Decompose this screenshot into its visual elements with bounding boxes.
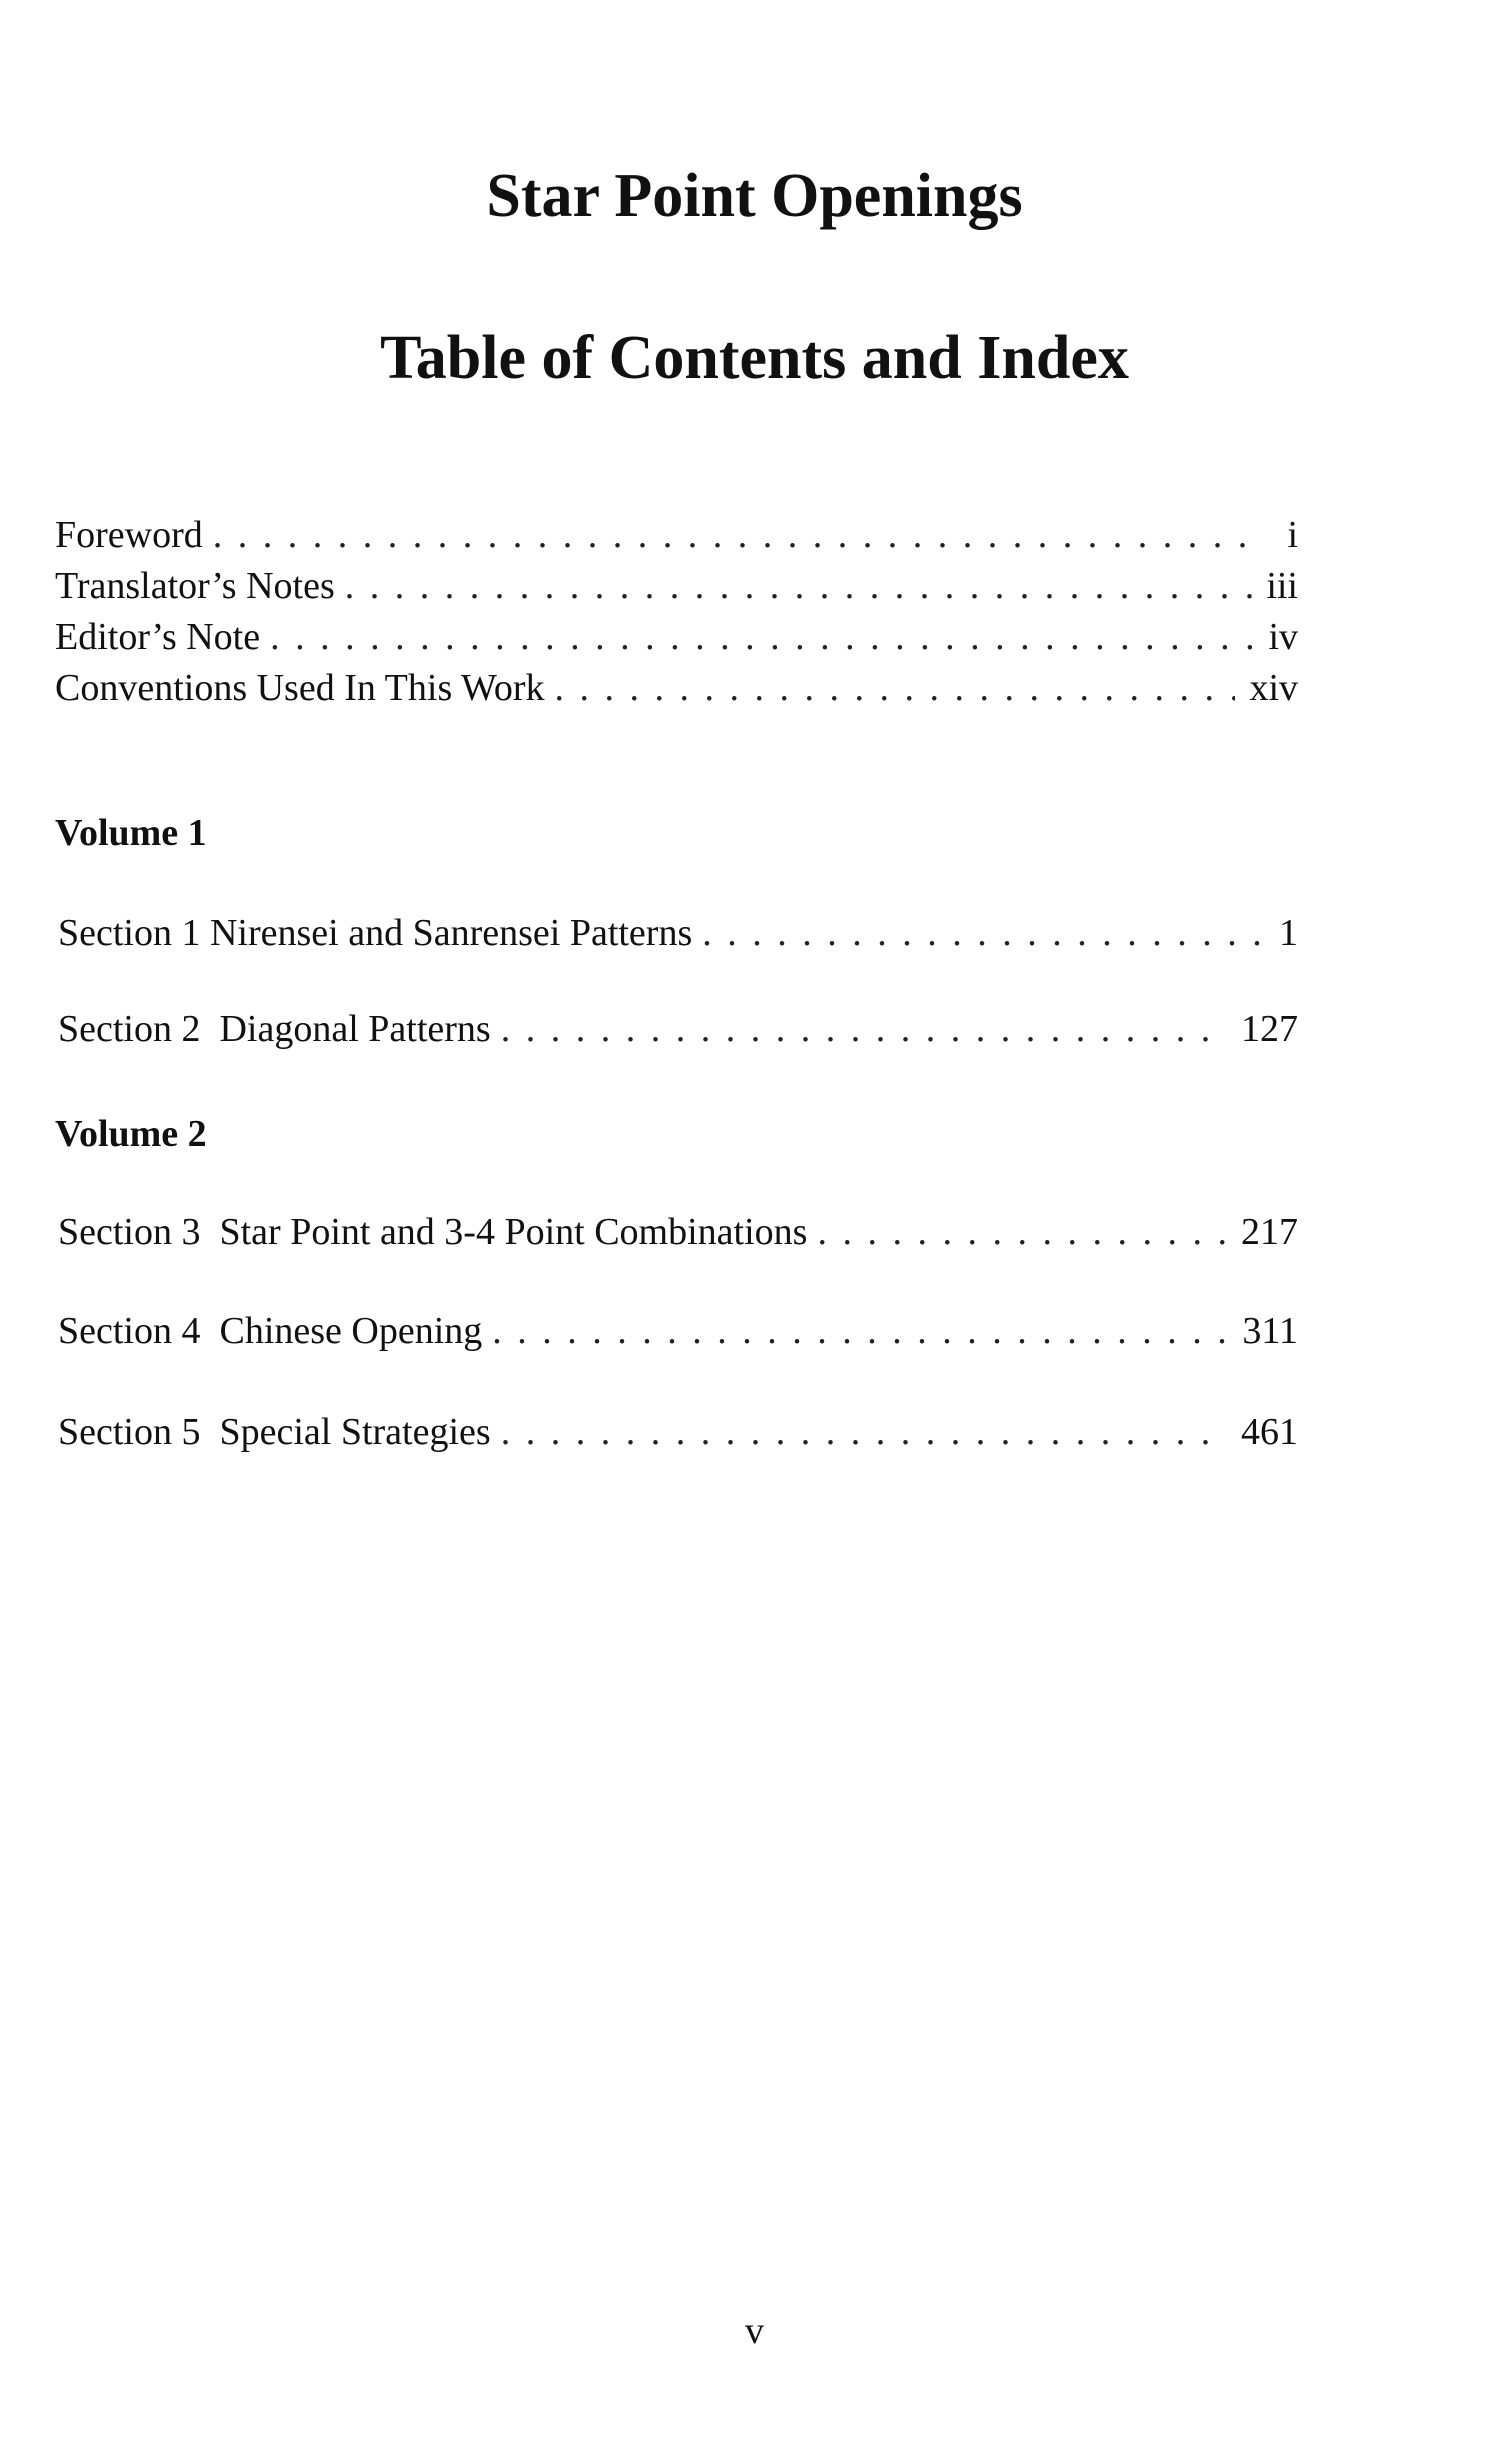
toc-row	[58, 1306, 1298, 1357]
toc-entry-editors-note	[55, 612, 1298, 663]
toc-entry-conventions	[55, 663, 1298, 714]
toc-entry-page: 1	[1279, 912, 1298, 954]
toc-row	[58, 1407, 1298, 1458]
toc-entry-page: iv	[1268, 616, 1298, 658]
toc-entry-label: Foreword	[55, 514, 203, 556]
toc-entry-page: 461	[1241, 1411, 1298, 1453]
toc-entry-page: 127	[1241, 1008, 1298, 1050]
toc-entry-section-3	[58, 1207, 1298, 1258]
page-subtitle: Table of Contents and Index	[380, 324, 1129, 392]
toc-entry-translators-notes	[55, 561, 1298, 612]
dot-leader	[345, 561, 1253, 612]
toc-row	[58, 1207, 1298, 1258]
toc-entry-label: Section 3 Star Point and 3-4 Point Combinations	[58, 1211, 808, 1253]
toc-entry-section-4	[58, 1306, 1298, 1357]
toc-entry-label: Conventions Used In This Work	[55, 667, 545, 709]
volume-1-heading: Volume 1	[55, 812, 207, 854]
dot-leader	[492, 1306, 1228, 1357]
page-number: v	[745, 2310, 764, 2352]
dot-leader	[817, 1207, 1227, 1258]
toc-entry-label: Section 4 Chinese Opening	[58, 1310, 483, 1352]
volume-2-heading: Volume 2	[55, 1113, 207, 1155]
front-matter-list	[55, 510, 1298, 714]
toc-entry-page: xiv	[1249, 667, 1298, 709]
toc-entry-section-1	[58, 908, 1298, 959]
toc-entry-page: iii	[1266, 565, 1298, 607]
dot-leader	[555, 663, 1236, 714]
toc-entry-page: 217	[1241, 1211, 1298, 1253]
dot-leader	[270, 612, 1254, 663]
dot-leader	[213, 510, 1264, 561]
toc-row	[58, 1004, 1298, 1055]
toc-entry-page: i	[1287, 514, 1298, 556]
toc-entry-foreword	[55, 510, 1298, 561]
dot-leader	[501, 1407, 1227, 1458]
toc-entry-label: Editor’s Note	[55, 616, 261, 658]
toc-row	[58, 908, 1298, 959]
toc-entry-label: Section 2 Diagonal Patterns	[58, 1008, 491, 1050]
page-title: Star Point Openings	[486, 162, 1023, 230]
toc-entry-label: Translator’s Notes	[55, 565, 335, 607]
dot-leader	[501, 1004, 1227, 1055]
toc-entry-page: 311	[1242, 1310, 1298, 1352]
toc-entry-label: Section 5 Special Strategies	[58, 1411, 491, 1453]
toc-entry-section-5	[58, 1407, 1298, 1458]
toc-entry-label: Section 1 Nirensei and Sanrensei Patterns	[58, 912, 693, 954]
dot-leader	[702, 908, 1264, 959]
toc-entry-section-2	[58, 1004, 1298, 1055]
